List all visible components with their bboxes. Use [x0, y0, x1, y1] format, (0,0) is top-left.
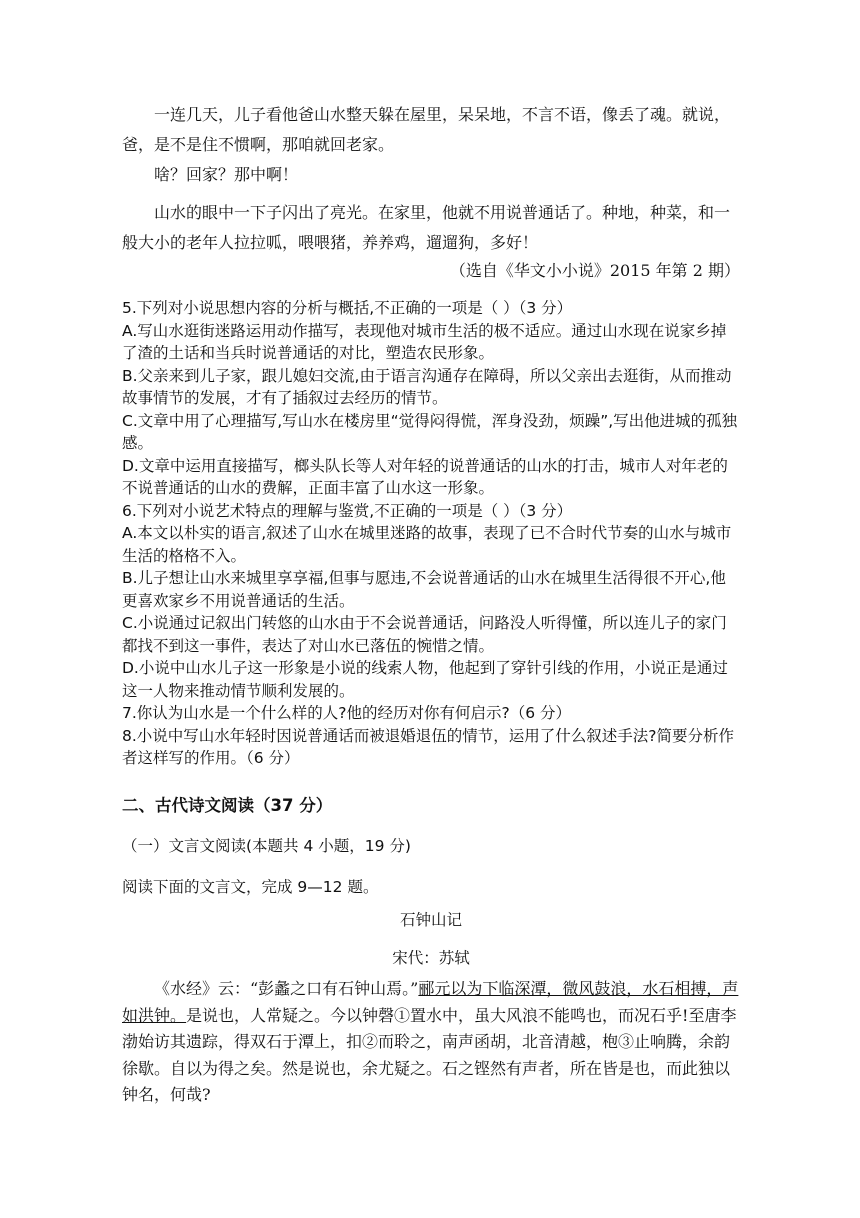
passage-text — [122, 976, 740, 1109]
subsection-heading: （一）文言文阅读(本题共 4 小题，19 分) — [122, 837, 411, 855]
question-5: 5.下列对小说思想内容的分析与概括,不正确的一项是（ ）（3 分） — [122, 299, 573, 317]
passage-text-underlined: 郦元以为下临深潭，微风鼓浪，水石相搏，声如洪钟。 — [122, 979, 739, 1025]
question-6-option-a: A.本文以朴实的语言,叙述了山水在城里迷路的故事，表现了已不合时代节奏的山水与城市生活的格格不入。 — [122, 524, 732, 565]
passage-author: 宋代：苏轼 — [392, 949, 470, 967]
question-6-option-b: B.儿子想让山水来城里享享福,但事与愿违,不会说普通话的山水在城里生活得很不开心,他更喜欢家乡不用说普通话的生活。 — [122, 569, 726, 610]
question-8: 8.小说中写山水年轻时因说普通话而被退婚退伍的情节，运用了什么叙述手法?简要分析作者这样写的作用。（6 分） — [122, 726, 735, 767]
question-6-option-c: C.小说通过记叙出门转悠的山水由于不会说普通话，问路没人听得懂，所以连儿子的家门都找不到这一事件，表达了对山水已落伍的惋惜之情。 — [122, 614, 727, 655]
question-6: 6.下列对小说艺术特点的理解与鉴赏,不正确的一项是（ ）（3 分） — [122, 501, 573, 520]
passage-text-rest: 是说也，人常疑之。今以钟磬①置水中，虽大风浪不能鸣也，而况石乎!至唐李渤始访其遗踪，得双石于潭上，扣②而聆之，南声函胡，北音清越，枹③止响腾，余韵徐歇。自以为得之矣。然是说也，余尤疑之。石之铿然有声者，所在皆是也，而此独以钟名，何哉? — [122, 1005, 737, 1104]
question-7: 7.你认为山水是一个什么样的人?他的经历对你有何启示?（6 分） — [122, 704, 572, 722]
story-paragraph-3: 山水的眼中一下子闪出了亮光。在家里，他就不用说普通话了。种地，种菜，和一般大小的老年人拉拉呱，喂喂猪，养养鸡，遛遛狗，多好！ — [122, 203, 731, 252]
question-block — [122, 297, 740, 770]
section-heading: 二、古代诗文阅读（37 分） — [122, 796, 333, 815]
story-source: （选自《华文小小说》2015 年第 2 期） — [449, 261, 740, 280]
question-5-option-b: B.父亲来到儿子家，跟儿媳妇交流,由于语言沟通存在障碍，所以父亲出去逛街，从而推动故事情节的发展，才有了插叙过去经历的情节。 — [122, 366, 732, 407]
passage-title: 石钟山记 — [399, 911, 462, 929]
question-5-option-a: A.写山水逛街迷路运用动作描写，表现他对城市生活的极不适应。通过山水现在说家乡掉了渣的土话和当兵时说普通话的对比，塑造农民形象。 — [122, 321, 727, 362]
reading-instruction: 阅读下面的文言文，完成 9—12 题。 — [122, 878, 379, 896]
story-paragraph-1: 一连几天，儿子看他爸山水整天躲在屋里，呆呆地，不言不语，像丢了魂。就说，爸，是不是住不惯啊，那咱就回老家。 — [122, 105, 731, 154]
passage-text-lead: 《水经》云：“彭蠡之口有石钟山焉。” — [154, 979, 419, 998]
story-paragraph-2: 啥？回家？那中啊！ — [154, 165, 299, 184]
question-5-option-d: D.文章中运用直接描写，榔头队长等人对年轻的说普通话的山水的打击，城市人对年老的不说普通话的山水的费解，正面丰富了山水这一形象。 — [122, 456, 728, 497]
question-6-option-d: D.小说中山水儿子这一形象是小说的线索人物，他起到了穿针引线的作用，小说正是通过这一人物来推动情节顺利发展的。 — [122, 659, 728, 700]
question-5-option-c: C.文章中用了心理描写,写山水在楼房里“觉得闷得慌，浑身没劲，烦躁”,写出他进城的孤独感。 — [122, 411, 738, 452]
